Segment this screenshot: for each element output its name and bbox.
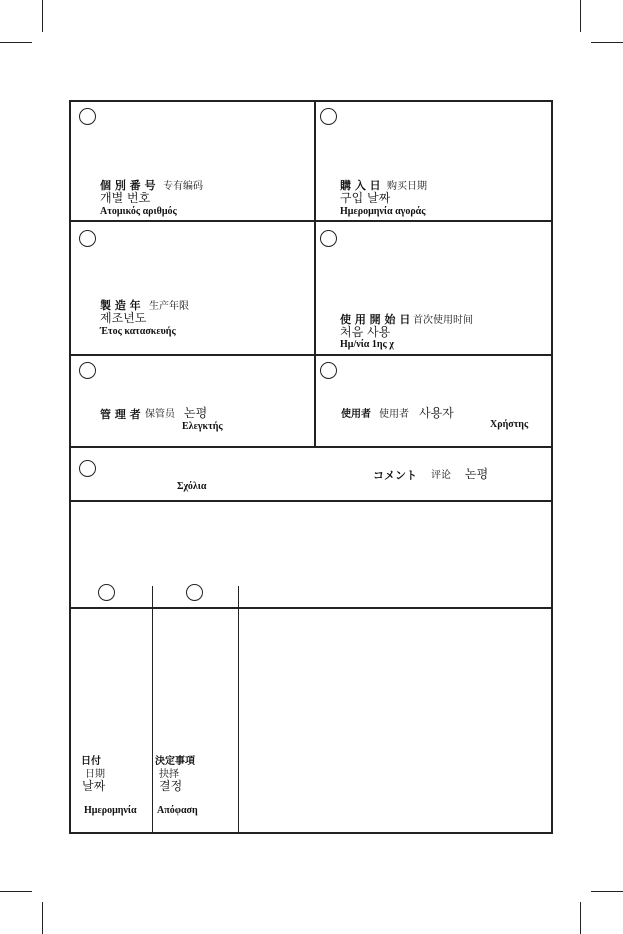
decision-col-ja: 決定事項 <box>155 756 195 767</box>
divider <box>152 586 153 834</box>
crop-mark-bl-h <box>0 891 32 892</box>
decision-col-zh: 抉择 <box>159 769 179 780</box>
purchase-label-ja: 購 入 日 <box>340 179 381 192</box>
crop-mark-tl-h <box>0 42 32 43</box>
crop-mark-tl-v <box>42 0 43 32</box>
column-marker-decision <box>186 584 203 601</box>
purchase-label-ko: 구입 날짜 <box>340 191 391 205</box>
record-form <box>69 100 553 834</box>
manufacture-label-zh: 生产年限 <box>149 301 189 312</box>
date-col-ko: 날짜 <box>82 779 106 793</box>
first-use-label-el: Ημ/νία 1ης χ <box>340 339 394 350</box>
divider <box>71 607 551 609</box>
manager-label-el: Ελεγκτής <box>182 421 223 432</box>
crop-mark-br-v <box>580 902 581 934</box>
crop-mark-br-h <box>591 891 623 892</box>
manager-label-zh: 保管员 <box>145 409 175 420</box>
user-label-ja: 使用者 <box>341 409 371 420</box>
divider <box>71 500 551 502</box>
user-label-ko: 사용자 <box>419 406 454 420</box>
comment-label-ko: 논평 <box>465 467 489 481</box>
divider <box>71 220 551 222</box>
divider <box>71 446 551 448</box>
date-col-el: Ημερομηνία <box>84 805 137 816</box>
date-col-ja: 日付 <box>81 756 101 767</box>
manager-label-ko: 논평 <box>184 406 208 420</box>
manufacture-label-el: Έτος κατασκευής <box>100 326 176 337</box>
decision-col-ko: 결정 <box>159 779 183 793</box>
decision-col-el: Απόφαση <box>157 805 198 816</box>
manager-label-ja: 管 理 者 <box>100 408 141 421</box>
field-marker-comment <box>79 460 96 477</box>
user-label-el: Χρήστης <box>490 419 529 430</box>
purchase-label-el: Ημερομηνία αγοράς <box>340 206 426 217</box>
first-use-label-ja: 使 用 開 始 日 <box>340 313 411 326</box>
manufacture-label-ko: 제조년도 <box>100 311 147 325</box>
comment-label-zh: 评论 <box>431 470 451 481</box>
field-marker-manufacture <box>79 230 96 247</box>
first-use-label-zh: 首次使用时间 <box>413 315 473 326</box>
divider <box>71 354 551 356</box>
purchase-label-zh: 购买日期 <box>387 181 427 192</box>
serial-label-ko: 개별 번호 <box>100 191 151 205</box>
crop-mark-tr-h <box>591 42 623 43</box>
field-marker-serial <box>79 108 96 125</box>
comment-label-ja: コメント <box>373 469 417 482</box>
field-marker-first-use <box>320 230 337 247</box>
field-marker-user <box>320 362 337 379</box>
field-marker-purchase <box>320 108 337 125</box>
date-col-zh: 日期 <box>85 769 105 780</box>
divider <box>314 102 316 448</box>
first-use-label-ko: 처음 사용 <box>340 325 391 339</box>
serial-label-ja: 個 別 番 号 <box>100 179 156 192</box>
comment-label-el: Σχόλια <box>177 481 207 492</box>
divider <box>238 586 239 834</box>
serial-label-zh: 专有编码 <box>163 181 203 192</box>
user-label-zh: 使用者 <box>379 409 409 420</box>
field-marker-manager <box>79 362 96 379</box>
column-marker-date <box>98 584 115 601</box>
crop-mark-bl-v <box>42 902 43 934</box>
manufacture-label-ja: 製 造 年 <box>100 299 141 312</box>
serial-label-el: Ατομικός αριθμός <box>100 206 177 217</box>
crop-mark-tr-v <box>580 0 581 32</box>
